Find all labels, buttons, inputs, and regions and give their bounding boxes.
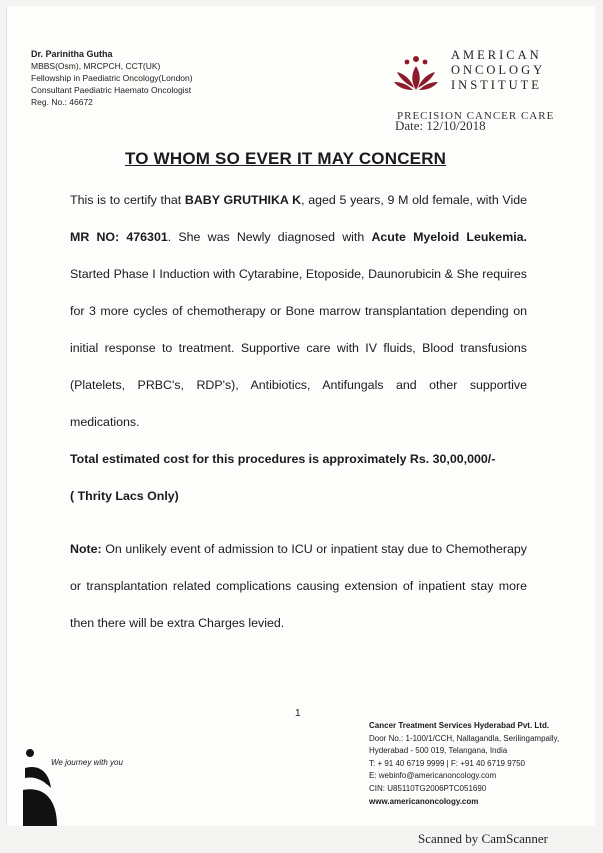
text-diagnosed: . She was Newly diagnosed with: [167, 230, 372, 244]
total-cost-text: Total estimated cost for this procedures is approximately Rs. 30,00,000/-: [70, 452, 496, 466]
email-line: E: webinfo@americanoncology.com: [369, 771, 497, 781]
scanner-watermark: Scanned by CamScanner: [418, 831, 548, 846]
website-link: www.americanoncology.com: [369, 796, 479, 806]
text-treatment: Started Phase I Induction with Cytarabine, Etoposide, Daunorubicin & She requires for 3 more cycles of chemotherapy or Bone marrow transplantation depending on initial response to treatment. Supportive care with IV fluids, Blood transfusions (Platelets, PRBC's, RDP's), Antibiotics, Antifungals and other supportive medications.: [70, 267, 527, 429]
doctor-details: [31, 48, 193, 108]
org-line-oncology: ONCOLOGY: [451, 63, 546, 77]
text-age: , aged 5 years, 9 M old female, with Vide: [301, 193, 527, 207]
text-intro: This is to certify that: [70, 193, 185, 207]
doctor-fellowship: Fellowship in Paediatric Oncology(London): [31, 73, 193, 83]
note-label: Note:: [70, 542, 102, 556]
total-cost-words-text: ( Thrity Lacs Only): [70, 489, 179, 503]
org-line-american: AMERICAN: [451, 48, 542, 62]
letter-sheet: [6, 6, 595, 826]
total-cost: [70, 441, 527, 478]
phone-line: T: + 91 40 6719 9999 | F: +91 40 6719 9750: [369, 758, 525, 768]
mr-number: MR NO: 476301: [70, 230, 168, 244]
note-text: On unlikely event of admission to ICU or inpatient stay due to Chemotherapy or transplantation related complications causing extension of inpatient stay more then there will be extra Charges levied.: [70, 542, 527, 630]
doctor-qualification: MBBS(Osm), MRCPCH, CCT(UK): [31, 61, 161, 71]
address-line: Hyderabad - 500 019, Telangana, India: [369, 746, 508, 756]
doctor-designation: Consultant Paediatric Haemato Oncologist: [31, 85, 192, 95]
page-number: 1: [295, 708, 301, 719]
cin-line: CIN: U85110TG2006PTC051690: [369, 783, 487, 793]
organization-name: [451, 48, 545, 93]
diagnosis: Acute Myeloid Leukemia.: [371, 230, 527, 244]
address-line: Door No.: 1-100/1/CCH, Nallagandla, Serilingampally,: [369, 733, 560, 743]
letter-date: Date: 12/10/2018: [395, 118, 486, 133]
company-name: Cancer Treatment Services Hyderabad Pvt. Ltd.: [369, 721, 550, 730]
note-paragraph: [70, 531, 527, 642]
letter-heading: TO WHOM SO EVER IT MAY CONCERN: [125, 149, 447, 168]
doctor-reg-no: Reg. No.: 46672: [31, 97, 93, 107]
org-line-institute: INSTITUTE: [451, 78, 542, 92]
logo-tagline: PRECISION CANCER CARE: [397, 110, 555, 122]
aoi-logo: [393, 48, 583, 108]
lotus-logo-icon: [393, 54, 439, 94]
company-address: [369, 720, 559, 808]
patient-name: BABY GRUTHIKA K: [184, 193, 302, 207]
certificate-paragraph: [70, 182, 527, 441]
footer-journey: We journey with you: [51, 758, 123, 767]
doctor-name: Dr. Parinitha Gutha: [31, 49, 113, 59]
letter-body: [70, 182, 527, 642]
total-cost-words: [70, 478, 527, 515]
